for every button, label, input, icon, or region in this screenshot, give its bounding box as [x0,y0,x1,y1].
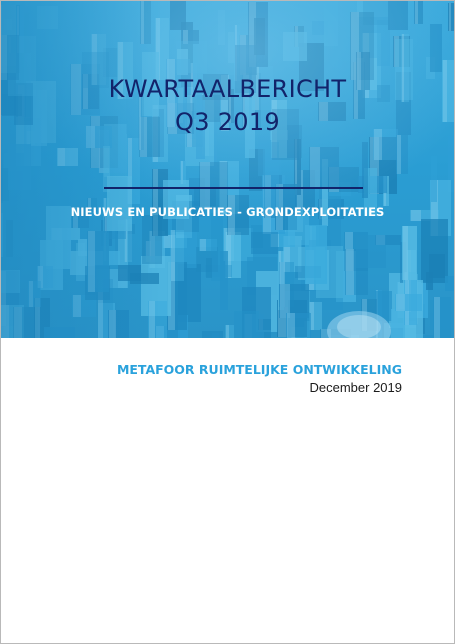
publication-date: December 2019 [309,380,402,395]
city-skyline-image [1,1,454,338]
cover-subtitle: NIEUWS EN PUBLICATIES - GRONDEXPLOITATIES [70,205,385,219]
organization-name: METAFOOR RUIMTELIJKE ONTWIKKELING [116,362,402,377]
title-divider-rule [104,187,363,189]
cover-hero-image [1,1,454,338]
cover-title-line-2: Q3 2019 [175,108,280,136]
cover-title-line-1: KWARTAALBERICHT [108,75,347,103]
